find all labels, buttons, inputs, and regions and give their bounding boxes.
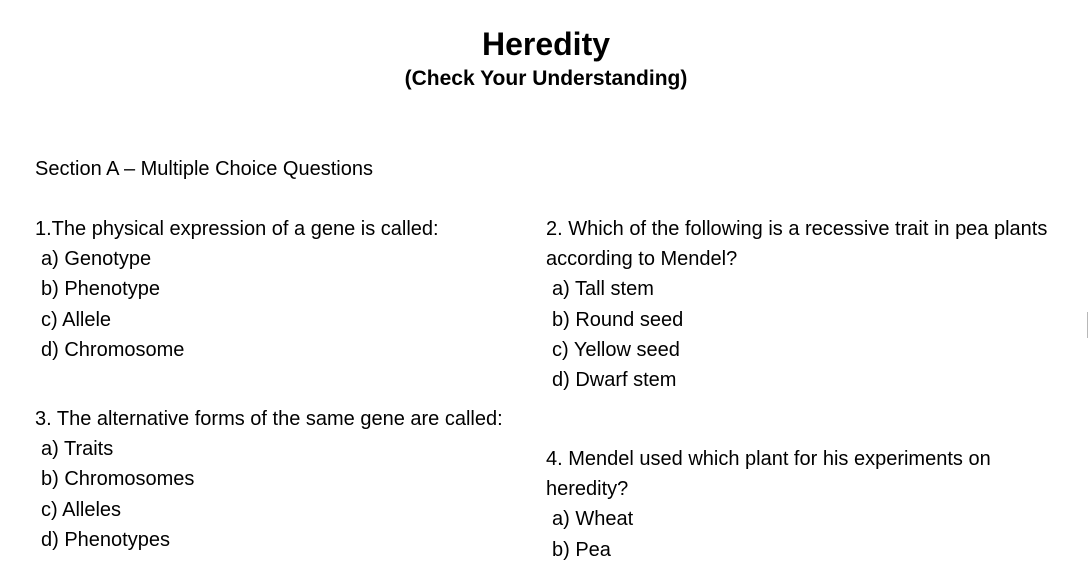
question-3-option-d: d) Phenotypes: [41, 528, 170, 551]
question-3-option-c: c) Alleles: [41, 498, 122, 521]
question-2-option-c: c) Yellow seed: [552, 338, 680, 361]
page-edge-marker: [1087, 312, 1092, 338]
question-2-option-a: a) Tall stem: [552, 278, 654, 301]
question-1-option-a: a) Genotype: [41, 248, 152, 271]
question-4-stem: 4. Mendel used which plant for his experiments on heredity?: [546, 448, 991, 501]
question-4: [546, 444, 1046, 565]
question-3: [35, 404, 595, 555]
question-1-option-b: b) Phenotype: [41, 278, 160, 301]
question-2-option-b: b) Round seed: [552, 308, 684, 331]
question-4-option-a: a) Wheat: [552, 508, 634, 531]
question-1: [35, 214, 515, 365]
question-3-option-a: a) Traits: [41, 438, 114, 461]
document-title: Heredity: [481, 26, 611, 62]
question-2: [546, 214, 1066, 395]
document-subtitle: (Check Your Understanding): [404, 67, 688, 90]
question-3-option-b: b) Chromosomes: [41, 468, 195, 491]
question-2-option-d: d) Dwarf stem: [552, 369, 677, 392]
question-1-option-c: c) Allele: [41, 308, 112, 331]
question-3-stem: 3. The alternative forms of the same gene are called:: [35, 408, 503, 430]
question-1-option-d: d) Chromosome: [41, 338, 185, 361]
section-heading: Section A – Multiple Choice Questions: [35, 158, 373, 180]
question-2-stem: 2. Which of the following is a recessive trait in pea plants according to Mendel?: [546, 218, 1048, 271]
question-4-option-b: b) Pea: [552, 538, 611, 561]
question-1-stem: 1.The physical expression of a gene is called:: [35, 218, 439, 240]
